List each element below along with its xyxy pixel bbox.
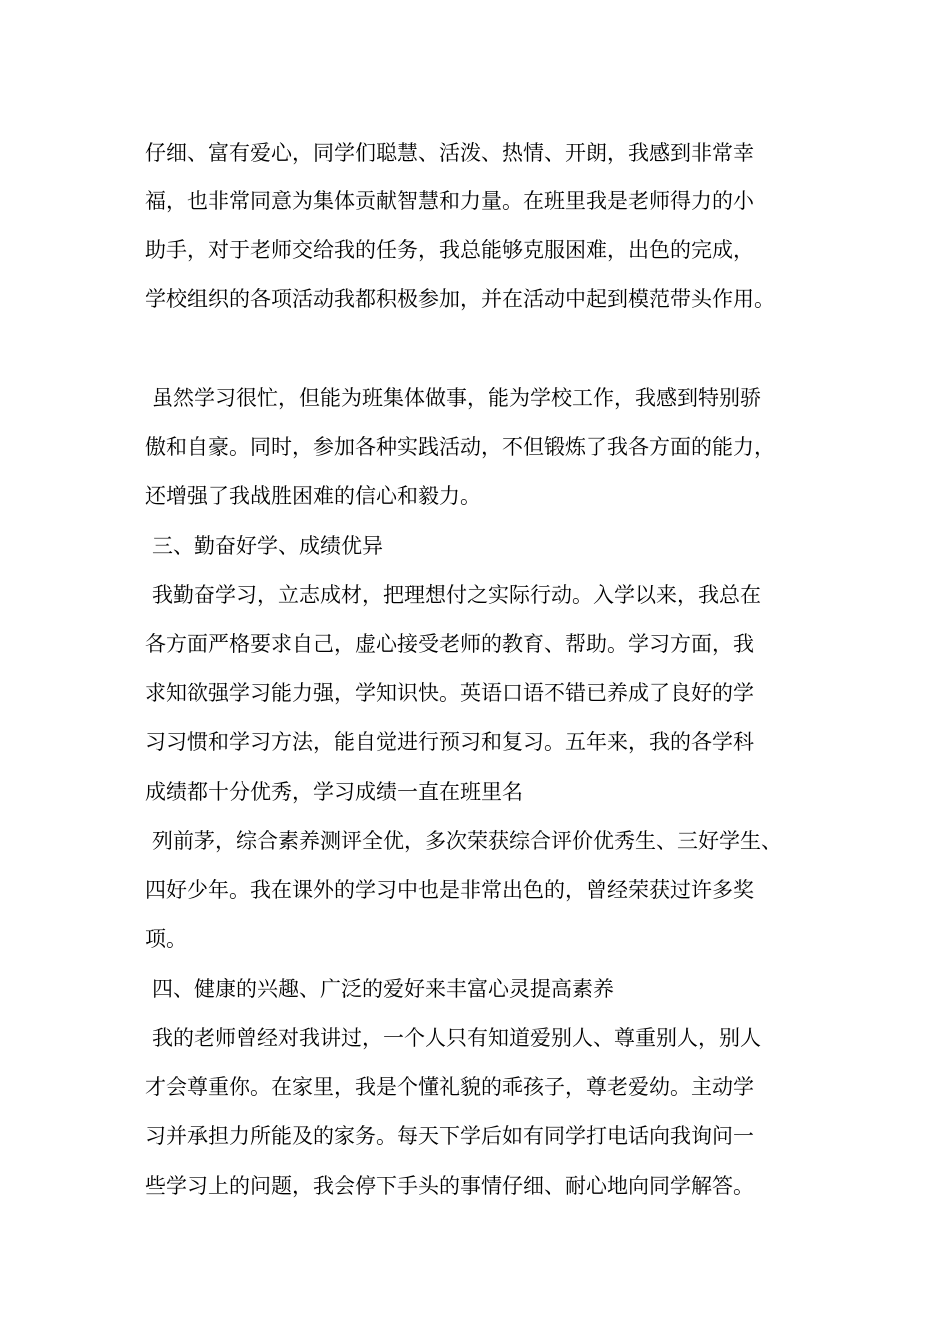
text-line: 我勤奋学习，立志成材，把理想付之实际行动。入学以来，我总在 [152,583,761,607]
text-line: 还增强了我战胜困难的信心和毅力。 [145,484,481,508]
text-line: 列前茅，综合素养测评全优，多次荣获综合评价优秀生、三好学生、 [152,829,782,853]
text-line: 才会尊重你。在家里，我是个懂礼貌的乖孩子，尊老爱幼。主动学 [145,1075,754,1099]
text-line: 我的老师曾经对我讲过，一个人只有知道爱别人、尊重别人，别人 [152,1026,761,1050]
text-line: 助手，对于老师交给我的任务，我总能够克服困难，出色的完成， [145,238,754,262]
section-heading: 三、勤奋好学、成绩优异 [152,534,383,558]
text-line: 学校组织的各项活动我都积极参加，并在活动中起到模范带头作用。 [145,287,775,311]
text-line: 虽然学习很忙，但能为班集体做事，能为学校工作，我感到特别骄 [152,386,761,410]
text-line: 傲和自豪。同时，参加各种实践活动，不但锻炼了我各方面的能力， [145,435,775,459]
text-line: 些学习上的问题，我会停下手头的事情仔细、耐心地向同学解答。 [145,1174,754,1198]
text-line: 求知欲强学习能力强，学知识快。英语口语不错已养成了良好的学 [145,681,754,705]
text-line: 成绩都十分优秀，学习成绩一直在班里名 [145,780,523,804]
text-line: 习并承担力所能及的家务。每天下学后如有同学打电话向我询问一 [145,1124,754,1148]
text-line: 福，也非常同意为集体贡献智慧和力量。在班里我是老师得力的小 [145,189,754,213]
text-line: 四好少年。我在课外的学习中也是非常出色的，曾经荣获过许多奖 [145,878,754,902]
section-heading: 四、健康的兴趣、广泛的爱好来丰富心灵提高素养 [152,977,614,1001]
text-line: 各方面严格要求自己，虚心接受老师的教育、帮助。学习方面，我 [145,632,754,656]
text-line: 项。 [145,927,187,951]
text-line: 仔细、富有爱心，同学们聪慧、活泼、热情、开朗，我感到非常幸 [145,141,754,165]
text-line: 习习惯和学习方法，能自觉进行预习和复习。五年来，我的各学科 [145,730,754,754]
